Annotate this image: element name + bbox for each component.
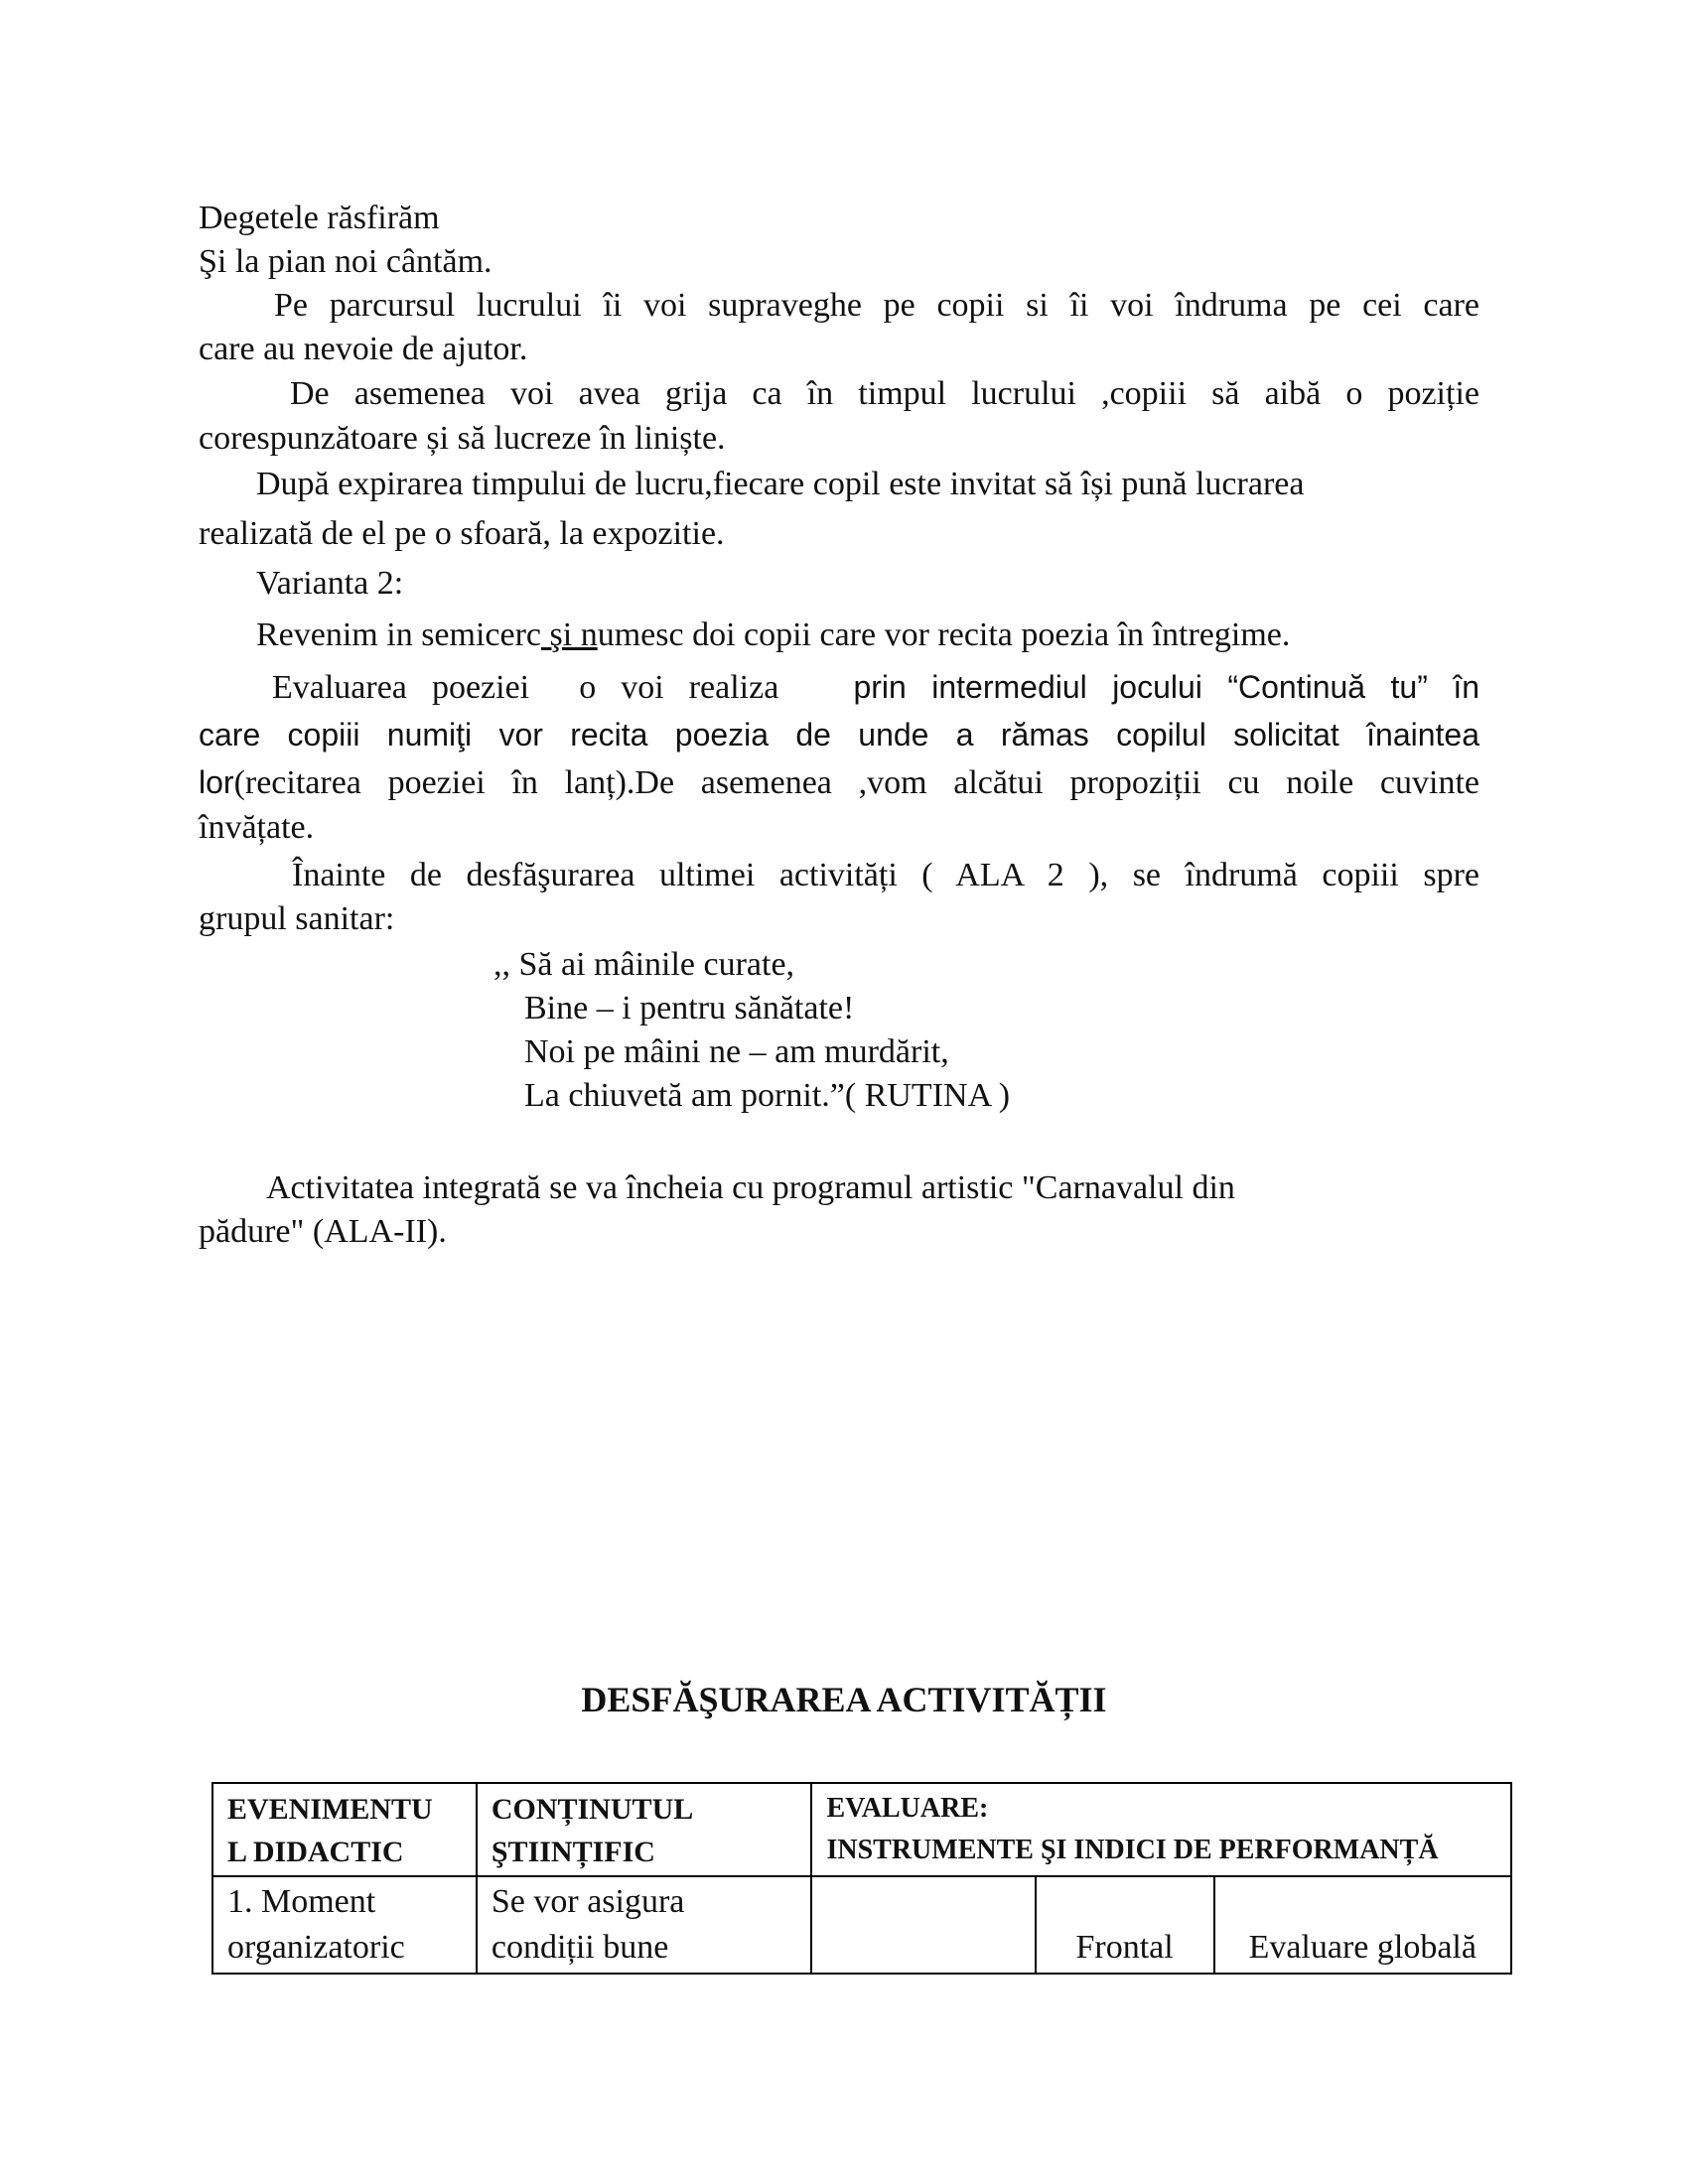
paragraph-line: care copiii numiţi vor recita poezia de unde a rămas copilul solicitat înaintea xyxy=(199,717,1479,752)
paragraph-line: grupul sanitar: xyxy=(199,900,395,937)
text-segment: prin intermediul jocului “Continuă tu” în xyxy=(853,669,1480,705)
paragraph-line xyxy=(272,665,1479,710)
paragraph-line xyxy=(256,614,1290,657)
header-scientific-content: CONȚINUTUL ŞTIINȚIFIC xyxy=(477,1783,812,1876)
paragraph-line: De asemenea voi avea grija ca în timpul lucrului ,copiii să aibă o poziție xyxy=(290,375,1479,412)
rhyme-line: Bine – i pentru sănătate! xyxy=(524,990,855,1026)
cell-method: Frontal xyxy=(1036,1876,1214,1974)
header-evaluation: EVALUARE: INSTRUMENTE ŞI INDICI DE PERFORMANȚĂ xyxy=(811,1783,1511,1876)
paragraph-line: învățate. xyxy=(199,809,315,846)
variant-heading: Varianta 2: xyxy=(256,565,404,602)
cell-evaluation-type: Evaluare globală xyxy=(1214,1876,1511,1974)
paragraph-line: corespunzătoare și să lucreze în liniște. xyxy=(199,420,726,457)
paragraph-line: Activitatea integrată se va încheia cu programul artistic "Carnavalul din xyxy=(266,1169,1235,1206)
table-row xyxy=(212,1876,1511,1974)
paragraph-line: realizată de el pe o sfoară, la expozitie. xyxy=(199,515,725,552)
paragraph-line: După expirarea timpului de lucru,fiecare copil este invitat să își pună lucrarea xyxy=(256,466,1305,502)
text-line: Şi la pian noi cântăm. xyxy=(199,243,492,280)
cell-empty xyxy=(811,1876,1035,1974)
cell-scientific-content: Se vor asigura condiții bune xyxy=(477,1876,812,1974)
underlined-text: şi n xyxy=(541,616,598,653)
text-segment: lor xyxy=(199,764,234,800)
rhyme-line: Noi pe mâini ne – am murdărit, xyxy=(524,1033,949,1070)
paragraph-line xyxy=(199,760,1479,805)
text-segment: (recitarea poeziei în lanț).De asemenea ,vom alcătui propoziții cu noile cuvinte xyxy=(233,764,1479,801)
text-line: Degetele răsfirăm xyxy=(199,200,440,236)
header-didactic-event: EVENIMENTU L DIDACTIC xyxy=(212,1783,477,1876)
paragraph-line: Pe parcursul lucrului îi voi supraveghe pe copii si îi voi îndruma pe cei care xyxy=(274,287,1479,324)
cell-didactic-event: 1. Moment organizatoric xyxy=(212,1876,477,1974)
paragraph-line: pădure" (ALA-II). xyxy=(199,1213,447,1250)
rhyme-line: ,, Să ai mâinile curate, xyxy=(493,946,795,983)
section-title: DESFĂŞURAREA ACTIVITĂȚII xyxy=(581,1680,1107,1719)
paragraph-line: Înainte de desfăşurarea ultimei activități ( ALA 2 ), se îndrumă copiii spre xyxy=(292,857,1479,893)
text-segment: umesc doi copii care vor recita poezia în întregime. xyxy=(597,616,1291,653)
paragraph-line: care au nevoie de ajutor. xyxy=(199,331,528,367)
text-segment: Evaluarea poeziei o voi realiza xyxy=(272,669,854,706)
rhyme-line: La chiuvetă am pornit.”( RUTINA ) xyxy=(524,1077,1011,1114)
text-segment: Revenim in semicerc xyxy=(256,616,542,653)
activity-table xyxy=(211,1782,1512,1975)
table-header-row xyxy=(212,1783,1511,1876)
